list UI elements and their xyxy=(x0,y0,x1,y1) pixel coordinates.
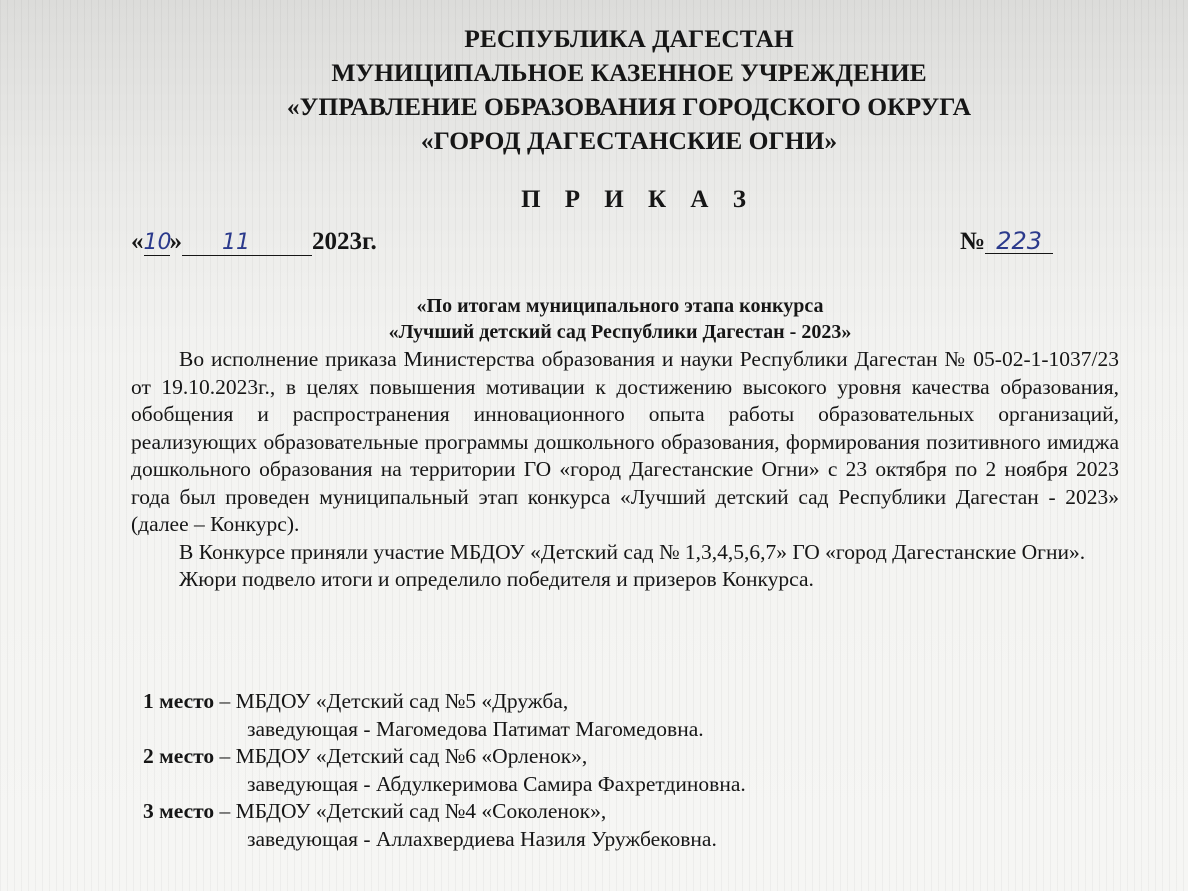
order-number xyxy=(960,228,1053,256)
document-header xyxy=(0,22,1188,158)
body-paragraph-1: Во исполнение приказа Министерства образования и науки Республики Дагестан № 05-02-1-1037/23 от 19.10.2023г., в целях повышения мотивации к достижению высокого уровня качества образования, обобщения и распространения инновационного опыта работы образовательных организаций, реализующих образовательные программы дошкольного образования, формирования позитивного имиджа дошкольного образования на территории ГО «город Дагестанские Огни» с 23 октября по 2 ноября 2023 года был проведен муниципальный этап конкурса «Лучший детский сад Республики Дагестан - 2023» (далее – Конкурс). xyxy=(131,347,1119,536)
body-paragraph-2: В Конкурсе приняли участие МБДОУ «Детский сад № 1,3,4,5,6,7» ГО «город Дагестанские Огни». xyxy=(179,539,1086,564)
winner-place: 1 место xyxy=(143,689,215,713)
header-line-3: «УПРАВЛЕНИЕ ОБРАЗОВАНИЯ ГОРОДСКОГО ОКРУГА xyxy=(286,92,972,121)
order-date xyxy=(131,228,377,256)
winner-item xyxy=(143,743,746,798)
winner-place: 3 место xyxy=(143,799,215,823)
header-line-4: «ГОРОД ДАГЕСТАНСКИЕ ОГНИ» xyxy=(420,126,838,155)
winner-org: – МБДОУ «Детский сад №4 «Соколенок», xyxy=(214,799,607,823)
winner-item xyxy=(143,688,746,743)
order-year: 2023г. xyxy=(312,228,377,255)
date-quote-open: « xyxy=(131,228,144,255)
header-line-2: МУНИЦИПАЛЬНОЕ КАЗЕННОЕ УЧРЕЖДЕНИЕ xyxy=(331,58,927,87)
winner-org: – МБДОУ «Детский сад №6 «Орленок», xyxy=(214,744,588,768)
order-month: 11 xyxy=(182,231,312,256)
winners-list xyxy=(143,688,746,853)
header-line-1: РЕСПУБЛИКА ДАГЕСТАН xyxy=(464,24,794,53)
winner-head: заведующая - Аллахвердиева Назиля Уружбековна. xyxy=(247,826,717,851)
date-quote-close: » xyxy=(169,228,182,255)
subject-line-2: «Лучший детский сад Республики Дагестан - 2023» xyxy=(388,321,852,343)
order-subject xyxy=(0,293,1188,345)
order-day: 10 xyxy=(143,230,172,255)
body-paragraph-3: Жюри подвело итоги и определило победителя и призеров Конкурса. xyxy=(179,567,814,591)
winner-head: заведующая - Магомедова Патимат Магомедовна. xyxy=(247,716,704,741)
order-body xyxy=(131,346,1119,594)
order-title: П Р И К А З xyxy=(521,186,755,213)
winner-org: – МБДОУ «Детский сад №5 «Дружба, xyxy=(214,689,569,713)
winner-item xyxy=(143,798,746,853)
order-number-label: № xyxy=(960,228,986,255)
subject-line-1: «По итогам муниципального этапа конкурса xyxy=(416,295,824,317)
order-number-value: 223 xyxy=(985,229,1053,254)
winner-head: заведующая - Абдулкеримова Самира Фахретдиновна. xyxy=(247,771,746,796)
winner-place: 2 место xyxy=(143,744,215,768)
